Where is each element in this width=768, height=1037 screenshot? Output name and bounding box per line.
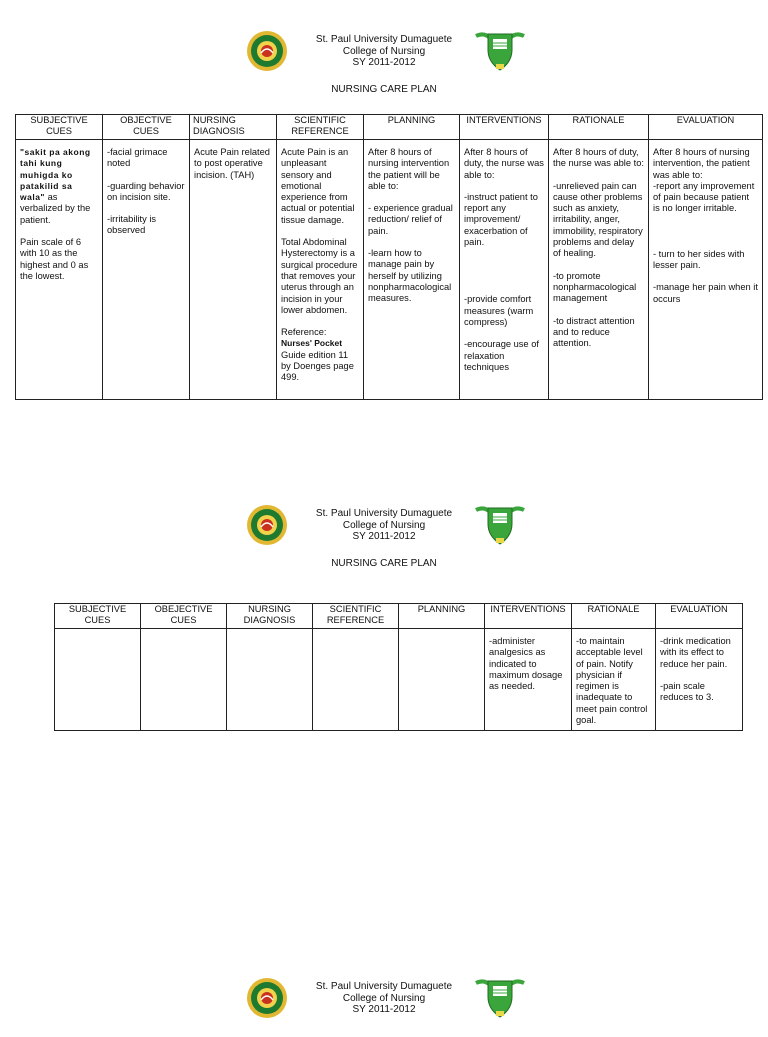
evaluation-item: After 8 hours of nursing intervention, the patient was able to: [653, 147, 750, 180]
col-header-interventions: INTERVENTIONS [485, 604, 572, 629]
col-header-objective: OBJECTIVE CUES [103, 115, 190, 140]
patient-quote: "sakit pa akong tahi kung muhigda ko patakilid sa wala" [20, 147, 91, 203]
reference-paragraph: Acute Pain is an unpleasant sensory and emotional experience from actual or potential tissue damage. [281, 147, 355, 225]
header-text [0, 508, 768, 543]
col-header-diagnosis: NURSING DIAGNOSIS [190, 115, 277, 140]
col-header-reference: SCIENTIFIC REFERENCE [313, 604, 399, 629]
scientific-reference-cell [277, 140, 364, 400]
rationale-item: -unrelieved pain can cause other problems such as anxiety, irritability, anger, immobility, respiratory problems and delay of healing. [553, 180, 643, 259]
rationale-item: -to maintain acceptable level of pain. Notify physician if regimen is inadequate to meet pain control goal. [576, 636, 648, 726]
col-header-evaluation: EVALUATION [649, 115, 763, 140]
col-header-diagnosis: NURSING DIAGNOSIS [227, 604, 313, 629]
college-name: College of Nursing [342, 45, 426, 57]
care-plan-table-1 [15, 114, 763, 400]
col-header-evaluation: EVALUATION [656, 604, 743, 629]
evaluation-item: -pain scale reduces to 3. [660, 680, 714, 703]
reference-book: Nurses' Pocket [281, 338, 343, 349]
col-header-subjective: SUBJECTIVE CUES [55, 604, 141, 629]
college-shield-icon [474, 977, 526, 1021]
subjective-cues-cell [16, 140, 103, 400]
planning-cell [364, 140, 460, 400]
col-header-planning: PLANNING [364, 115, 460, 140]
university-name: St. Paul University Dumaguete [315, 34, 453, 45]
college-shield-icon [474, 504, 526, 548]
university-name: St. Paul University Dumaguete [315, 981, 453, 992]
page-header-1 [0, 30, 768, 90]
school-year: SY 2011-2012 [352, 1004, 416, 1015]
table-header-row [16, 115, 763, 140]
page-header-3 [0, 977, 768, 1037]
header-text [0, 981, 768, 1016]
col-header-interventions: INTERVENTIONS [460, 115, 549, 140]
plan-title-1: NURSING CARE PLAN [331, 84, 437, 95]
col-header-subjective: SUBJECTIVE CUES [16, 115, 103, 140]
objective-cues-cell [141, 629, 227, 731]
objective-cue: -facial grimace noted [107, 147, 168, 169]
page-header-2 [0, 504, 768, 564]
evaluation-cell [656, 629, 743, 731]
rationale-cell [572, 629, 656, 731]
college-name: College of Nursing [342, 519, 426, 531]
table-row [55, 629, 743, 731]
scientific-reference-cell [313, 629, 399, 731]
table-header-row [55, 604, 743, 629]
table-row [16, 140, 763, 400]
school-year: SY 2011-2012 [352, 57, 416, 68]
college-name: College of Nursing [342, 992, 426, 1004]
pain-scale: Pain scale of 6 with 10 as the highest and 0 as the lowest. [20, 237, 89, 281]
objective-cues-cell [103, 140, 190, 400]
reference-label: Reference: [281, 327, 327, 338]
diagnosis-text: Acute Pain related to post operative incision. (TAH) [194, 147, 270, 180]
col-header-rationale: RATIONALE [549, 115, 649, 140]
header-text [0, 34, 768, 69]
subjective-cues-cell [55, 629, 141, 731]
col-header-rationale: RATIONALE [572, 604, 656, 629]
rationale-item: -to distract attention and to reduce attention. [553, 315, 635, 349]
nursing-diagnosis-cell [190, 140, 277, 400]
evaluation-item: -manage her pain when it occurs [653, 282, 758, 304]
objective-cue: -irritability is observed [107, 214, 157, 236]
evaluation-item: - turn to her sides with lesser pain. [653, 248, 745, 271]
planning-cell [399, 629, 485, 731]
quote-attribution: as verbalized by the patient. [20, 192, 91, 225]
nursing-diagnosis-cell [227, 629, 313, 731]
rationale-cell [549, 140, 649, 400]
col-header-reference: SCIENTIFIC REFERENCE [277, 115, 364, 140]
intervention-item: After 8 hours of duty, the nurse was able to: [464, 147, 544, 180]
intervention-item: -encourage use of relaxation techniques [464, 339, 539, 372]
reference-paragraph: Total Abdominal Hysterectomy is a surgical procedure that removes your uterus through an incision in your lower abdomen. [281, 237, 358, 315]
school-year: SY 2011-2012 [352, 531, 416, 542]
intervention-item: -administer analgesics as indicated to maximum dosage as needed. [489, 636, 563, 692]
college-shield-icon [474, 30, 526, 74]
evaluation-cell [649, 140, 763, 400]
rationale-item: -to promote nonpharmacological management [553, 270, 637, 304]
intervention-item: -provide comfort measures (warm compress) [464, 294, 534, 327]
rationale-item: After 8 hours of duty, the nurse was able to: [553, 147, 644, 169]
university-name: St. Paul University Dumaguete [315, 508, 453, 519]
care-plan-table-2 [54, 603, 743, 731]
col-header-objective: OBEJECTIVE CUES [141, 604, 227, 629]
col-header-planning: PLANNING [399, 604, 485, 629]
evaluation-item: -drink medication with its effect to reduce her pain. [660, 636, 731, 669]
interventions-cell [460, 140, 549, 400]
planning-item: -learn how to manage pain by herself by utilizing nonpharmacological measures. [368, 248, 452, 304]
objective-cue: -guarding behavior on incision site. [107, 180, 185, 202]
reference-details: Guide edition 11 by Doenges page 499. [281, 349, 354, 383]
planning-item: After 8 hours of nursing intervention the patient will be able to: [368, 147, 450, 191]
intervention-item: -instruct patient to report any improvement/ exacerbation of pain. [464, 191, 538, 248]
planning-item: - experience gradual reduction/ relief of pain. [368, 203, 453, 236]
interventions-cell [485, 629, 572, 731]
plan-title-2: NURSING CARE PLAN [331, 558, 437, 569]
evaluation-item: -report any improvement of pain because patient is no longer irritable. [653, 180, 755, 214]
